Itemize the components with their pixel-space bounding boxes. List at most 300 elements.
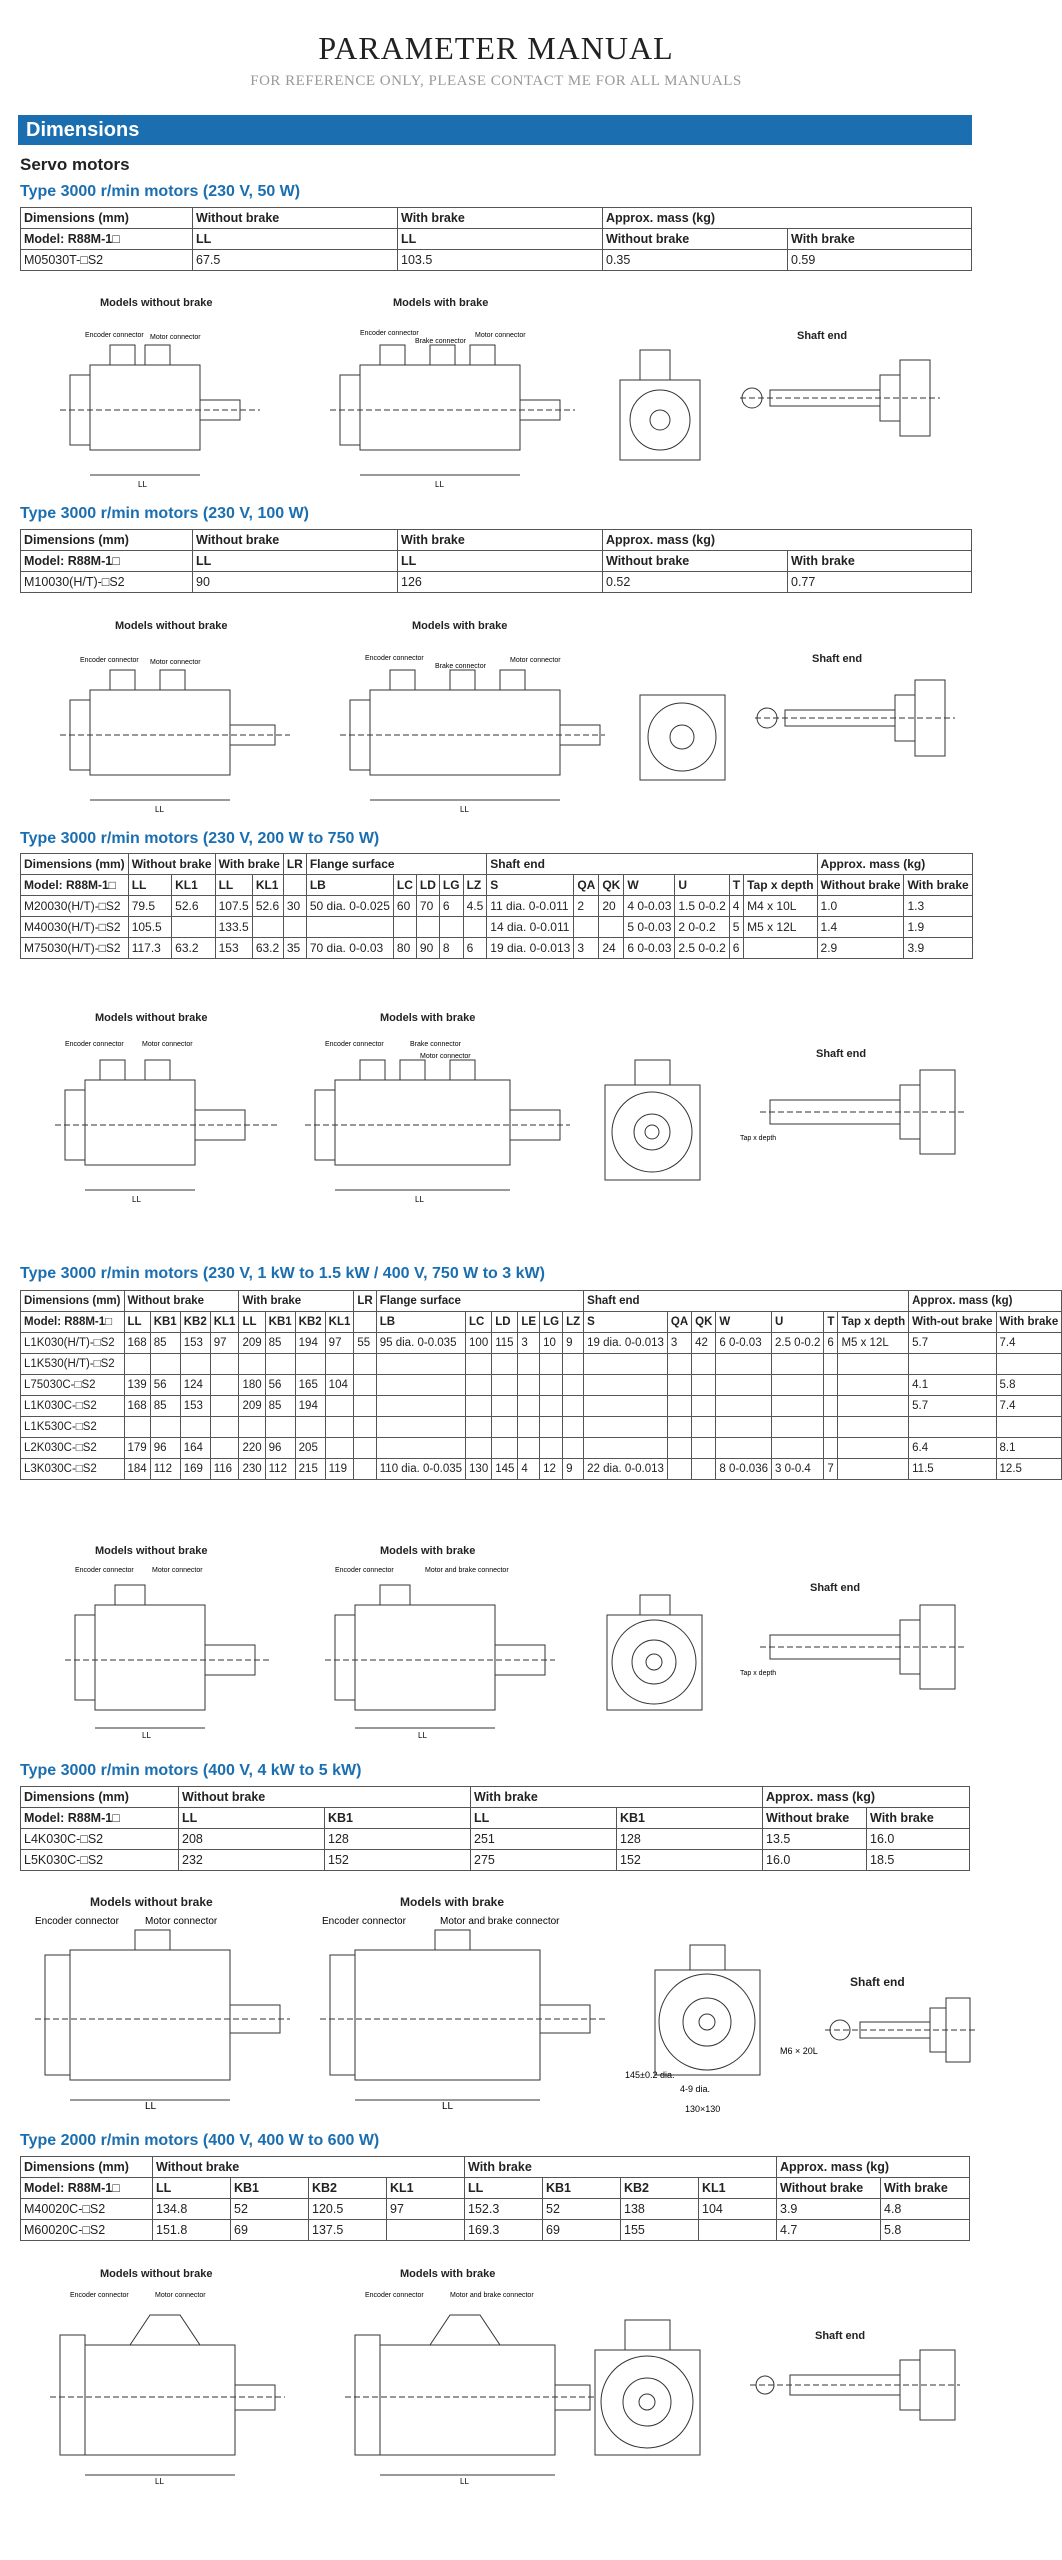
table-cell: 8 0-0.036: [716, 1459, 772, 1480]
table-header-cell: Approx. mass (kg): [817, 854, 972, 875]
table-header-cell: With brake: [398, 530, 603, 551]
table-header-cell: W: [716, 1312, 772, 1333]
table-cell: 19 dia. 0-0.013: [584, 1333, 668, 1354]
table-header-cell: Dimensions (mm): [21, 854, 129, 875]
table-cell: 112: [265, 1459, 295, 1480]
s5-drawing-front: [625, 1940, 775, 2120]
table-cell: [772, 1438, 824, 1459]
table-cell: [716, 1438, 772, 1459]
table-cell: 4: [518, 1459, 540, 1480]
table-cell: 128: [325, 1829, 471, 1850]
table-header-cell: KL1: [699, 2178, 777, 2199]
model-cell: L75030C-□S2: [21, 1375, 125, 1396]
table-cell: [252, 917, 283, 938]
table-header-cell: LL: [153, 2178, 231, 2199]
table-cell: [376, 1354, 465, 1375]
s3-drawing-with-brake: [300, 1030, 580, 1210]
table-cell: [540, 1375, 563, 1396]
table-header-cell: Without brake: [128, 854, 215, 875]
table-cell: 9: [563, 1333, 584, 1354]
table-cell: 4.5: [463, 896, 487, 917]
table-cell: 168: [124, 1333, 150, 1354]
table-cell: [772, 1375, 824, 1396]
table-cell: 179: [124, 1438, 150, 1459]
table-header-cell: LZ: [563, 1312, 584, 1333]
table-cell: 63.2: [172, 938, 215, 959]
table-cell: [492, 1375, 518, 1396]
table-cell: 3: [518, 1333, 540, 1354]
table-cell: [492, 1417, 518, 1438]
table-cell: 69: [543, 2220, 621, 2241]
s4-table: [20, 1290, 1062, 1480]
model-cell: M75030(H/T)-□S2: [21, 938, 129, 959]
table-cell: [584, 1438, 668, 1459]
table-header-cell: Tap x depth: [838, 1312, 909, 1333]
table-cell: [824, 1438, 838, 1459]
table-cell: 6: [729, 938, 743, 959]
table-cell: [466, 1375, 492, 1396]
table-cell: [466, 1438, 492, 1459]
table-cell: 22 dia. 0-0.013: [584, 1459, 668, 1480]
encoder-connector-label: Encoder connector: [80, 657, 139, 664]
s2-table: [20, 529, 972, 593]
s3-drawing-shaft-end: [740, 1060, 970, 1180]
table-cell: 3: [667, 1333, 691, 1354]
table-cell: [692, 1438, 716, 1459]
ll-label: LL: [155, 805, 164, 814]
table-header-cell: LD: [492, 1312, 518, 1333]
table-cell: 85: [265, 1396, 295, 1417]
table-cell: 0.52: [603, 572, 788, 593]
table-header-cell: Model: R88M-1□: [21, 551, 193, 572]
table-cell: [492, 1396, 518, 1417]
table-header-cell: LL: [193, 229, 398, 250]
table-cell: [996, 1417, 1062, 1438]
table-header-cell: Without brake: [603, 229, 788, 250]
table-cell: M4 x 10L: [744, 896, 817, 917]
s6-table: [20, 2156, 970, 2241]
motor-connector-label: Motor connector: [155, 2292, 206, 2299]
table-row: [21, 896, 973, 917]
table-cell: 2 0-0.2: [675, 917, 729, 938]
s6-heading: Type 2000 r/min motors (400 V, 400 W to 600 W): [20, 2132, 380, 2149]
table-cell: 124: [180, 1375, 210, 1396]
table-header-cell: Model: R88M-1□: [21, 875, 129, 896]
table-cell: 6 0-0.03: [624, 938, 675, 959]
dim-145-label: 145±0.2 dia.: [625, 2070, 675, 2080]
table-cell: [744, 938, 817, 959]
table-cell: [354, 1375, 376, 1396]
table-cell: [716, 1375, 772, 1396]
table-header-cell: With-out brake: [909, 1312, 996, 1333]
table-header-cell: Tap x depth: [744, 875, 817, 896]
table-cell: [584, 1396, 668, 1417]
table-cell: [824, 1396, 838, 1417]
table-cell: [354, 1354, 376, 1375]
table-cell: 7: [824, 1459, 838, 1480]
table-header-cell: KB1: [543, 2178, 621, 2199]
table-cell: 7.4: [996, 1396, 1062, 1417]
table-header-cell: LC: [466, 1312, 492, 1333]
dim-4-9-label: 4-9 dia.: [680, 2084, 711, 2094]
table-header-cell: LL: [193, 551, 398, 572]
section-banner: Dimensions: [18, 115, 972, 145]
s4-caption-shaft-end: Shaft end: [810, 1582, 861, 1594]
table-cell: [239, 1417, 265, 1438]
table-cell: 134.8: [153, 2199, 231, 2220]
table-cell: [692, 1354, 716, 1375]
table-cell: 209: [239, 1333, 265, 1354]
table-cell: 110 dia. 0-0.035: [376, 1459, 465, 1480]
table-row: [21, 1354, 1062, 1375]
s1-caption-without-brake: Models without brake: [100, 297, 213, 309]
table-cell: [466, 1417, 492, 1438]
motor-connector-label: Motor connector: [150, 334, 201, 341]
motor-connector-label: Motor connector: [150, 659, 201, 666]
s3-drawing-without-brake: [50, 1030, 290, 1210]
table-cell: [772, 1354, 824, 1375]
table-cell: [492, 1438, 518, 1459]
s5-drawing-with-brake: [310, 1910, 610, 2110]
table-header-cell: LL: [471, 1808, 617, 1829]
table-row: [21, 1417, 1062, 1438]
table-header-cell: T: [729, 875, 743, 896]
table-cell: [376, 1417, 465, 1438]
model-cell: L5K030C-□S2: [21, 1850, 179, 1871]
s5-heading: Type 3000 r/min motors (400 V, 4 kW to 5 kW): [20, 1762, 362, 1779]
brake-connector-label: Brake connector: [415, 338, 466, 345]
s6-caption-with-brake: Models with brake: [400, 2268, 496, 2280]
table-cell: 4.8: [881, 2199, 970, 2220]
table-cell: 3.9: [777, 2199, 881, 2220]
table-cell: 35: [283, 938, 306, 959]
table-cell: [692, 1459, 716, 1480]
s4-drawing-without-brake: [60, 1560, 280, 1740]
table-cell: 153: [180, 1396, 210, 1417]
encoder-connector-label: Encoder connector: [70, 2292, 129, 2299]
table-header-cell: Model: R88M-1□: [21, 2178, 153, 2199]
table-cell: 67.5: [193, 250, 398, 271]
s1-drawing-shaft-end: [730, 345, 950, 465]
table-cell: 168: [124, 1396, 150, 1417]
table-header-cell: Dimensions (mm): [21, 208, 193, 229]
table-cell: 12: [540, 1459, 563, 1480]
table-cell: [150, 1417, 180, 1438]
table-cell: [667, 1417, 691, 1438]
table-cell: [692, 1417, 716, 1438]
table-header-cell: KB1: [325, 1808, 471, 1829]
s4-heading: Type 3000 r/min motors (230 V, 1 kW to 1.5 kW / 400 V, 750 W to 3 kW): [20, 1265, 545, 1282]
table-cell: [210, 1354, 239, 1375]
table-cell: 117.3: [128, 938, 171, 959]
s4-caption-without-brake: Models without brake: [95, 1545, 208, 1557]
table-cell: M05030T-□S2: [21, 250, 193, 271]
motor-brake-connector-label: Motor and brake connector: [425, 1567, 509, 1574]
table-cell: 70 dia. 0-0.03: [306, 938, 393, 959]
table-cell: [387, 2220, 465, 2241]
table-header-cell: U: [675, 875, 729, 896]
table-header-cell: KL1: [210, 1312, 239, 1333]
table-cell: 12.5: [996, 1459, 1062, 1480]
table-cell: 169: [180, 1459, 210, 1480]
table-header-cell: Without brake: [179, 1787, 471, 1808]
table-cell: 1.3: [904, 896, 972, 917]
model-cell: M40030(H/T)-□S2: [21, 917, 129, 938]
table-header-cell: Without brake: [124, 1291, 239, 1312]
encoder-connector-label: Encoder connector: [365, 655, 424, 662]
table-cell: 6.4: [909, 1438, 996, 1459]
model-cell: L1K530(H/T)-□S2: [21, 1354, 125, 1375]
s3-caption-with-brake: Models with brake: [380, 1012, 476, 1024]
table-header-cell: KL1: [172, 875, 215, 896]
s2-drawing-without-brake: [50, 640, 300, 820]
table-cell: 112: [150, 1459, 180, 1480]
s3-caption-without-brake: Models without brake: [95, 1012, 208, 1024]
table-cell: 20: [599, 896, 624, 917]
table-header-cell: Without brake: [193, 530, 398, 551]
table-header-cell: [354, 1312, 376, 1333]
table-cell: 1.9: [904, 917, 972, 938]
table-row: [21, 1829, 970, 1850]
table-cell: [180, 1354, 210, 1375]
table-header-cell: LL: [215, 875, 252, 896]
s3-caption-shaft-end: Shaft end: [816, 1048, 867, 1060]
table-cell: 52.6: [252, 896, 283, 917]
motor-brake-connector-label: Motor and brake connector: [440, 1916, 560, 1927]
table-cell: [124, 1354, 150, 1375]
table-cell: 97: [387, 2199, 465, 2220]
table-cell: 56: [265, 1375, 295, 1396]
encoder-connector-label: Encoder connector: [322, 1916, 406, 1927]
model-cell: L2K030C-□S2: [21, 1438, 125, 1459]
table-cell: 11.5: [909, 1459, 996, 1480]
table-header-cell: With brake: [398, 208, 603, 229]
s3-drawing-front: [595, 1045, 715, 1205]
table-cell: 4: [729, 896, 743, 917]
table-cell: 8: [439, 938, 463, 959]
table-cell: [563, 1438, 584, 1459]
table-cell: 230: [239, 1459, 265, 1480]
table-cell: [416, 917, 439, 938]
table-header-cell: Dimensions (mm): [21, 1787, 179, 1808]
table-cell: 85: [150, 1396, 180, 1417]
table-header-cell: KB2: [309, 2178, 387, 2199]
table-cell: 8.1: [996, 1438, 1062, 1459]
table-cell: [692, 1396, 716, 1417]
table-cell: 6 0-0.03: [716, 1333, 772, 1354]
table-header-cell: KL1: [252, 875, 283, 896]
s5-drawing-without-brake: [25, 1910, 295, 2110]
table-cell: 5 0-0.03: [624, 917, 675, 938]
table-cell: 52: [231, 2199, 309, 2220]
table-cell: 105.5: [128, 917, 171, 938]
table-cell: 85: [150, 1333, 180, 1354]
table-header-cell: Shaft end: [584, 1291, 909, 1312]
table-header-cell: LR: [354, 1291, 376, 1312]
table-cell: 137.5: [309, 2220, 387, 2241]
table-header-cell: LG: [540, 1312, 563, 1333]
table-cell: [563, 1396, 584, 1417]
table-cell: 169.3: [465, 2220, 543, 2241]
table-cell: 4 0-0.03: [624, 896, 675, 917]
table-cell: [354, 1417, 376, 1438]
table-cell: 164: [180, 1438, 210, 1459]
table-cell: 56: [150, 1375, 180, 1396]
table-cell: [518, 1375, 540, 1396]
table-cell: 42: [692, 1333, 716, 1354]
s1-drawing-with-brake: [320, 315, 580, 495]
table-header-cell: Without brake: [603, 551, 788, 572]
table-cell: 128: [617, 1829, 763, 1850]
table-header-cell: Without brake: [193, 208, 398, 229]
table-cell: 126: [398, 572, 603, 593]
table-header-cell: With brake: [904, 875, 972, 896]
encoder-connector-label: Encoder connector: [85, 332, 144, 339]
table-cell: M5 x 12L: [744, 917, 817, 938]
encoder-connector-label: Encoder connector: [335, 1567, 394, 1574]
model-cell: M20030(H/T)-□S2: [21, 896, 129, 917]
table-cell: 104: [325, 1375, 354, 1396]
table-cell: 184: [124, 1459, 150, 1480]
brake-connector-label: Brake connector: [435, 663, 486, 670]
table-cell: 9: [563, 1459, 584, 1480]
table-cell: [563, 1375, 584, 1396]
table-cell: 120.5: [309, 2199, 387, 2220]
table-header-cell: Model: R88M-1□: [21, 1312, 125, 1333]
table-cell: [463, 917, 487, 938]
table-cell: 6: [824, 1333, 838, 1354]
table-cell: [699, 2220, 777, 2241]
table-header-cell: LB: [376, 1312, 465, 1333]
table-cell: 5.8: [881, 2220, 970, 2241]
table-cell: [824, 1375, 838, 1396]
table-cell: [325, 1396, 354, 1417]
table-cell: 55: [354, 1333, 376, 1354]
table-cell: [584, 1375, 668, 1396]
table-cell: 90: [193, 572, 398, 593]
table-header-cell: Flange surface: [306, 854, 486, 875]
table-cell: 30: [283, 896, 306, 917]
table-header-cell: With brake: [465, 2157, 777, 2178]
table-cell: 96: [150, 1438, 180, 1459]
table-cell: M5 x 12L: [838, 1333, 909, 1354]
encoder-connector-label: Encoder connector: [75, 1567, 134, 1574]
table-cell: 208: [179, 1829, 325, 1850]
table-cell: 97: [325, 1333, 354, 1354]
table-cell: [518, 1417, 540, 1438]
s2-heading: Type 3000 r/min motors (230 V, 100 W): [20, 505, 310, 522]
table-header-cell: QK: [692, 1312, 716, 1333]
table-header-cell: LL: [128, 875, 171, 896]
ll-label: LL: [435, 480, 444, 489]
table-cell: 100: [466, 1333, 492, 1354]
table-header-cell: With brake: [471, 1787, 763, 1808]
table-cell: [325, 1354, 354, 1375]
table-cell: [150, 1354, 180, 1375]
table-cell: [376, 1438, 465, 1459]
table-cell: 220: [239, 1438, 265, 1459]
table-cell: [239, 1354, 265, 1375]
page-header: [0, 30, 992, 90]
table-cell: 153: [180, 1333, 210, 1354]
s3-table: [20, 853, 973, 959]
s2-caption-with-brake: Models with brake: [412, 620, 508, 632]
table-cell: [439, 917, 463, 938]
table-cell: [325, 1438, 354, 1459]
table-cell: [540, 1396, 563, 1417]
tap-depth-label: Tap x depth: [740, 1670, 777, 1677]
table-row: [21, 1375, 1062, 1396]
s6-drawing-without-brake: [40, 2285, 290, 2485]
s2-drawing-shaft-end: [745, 665, 965, 785]
table-cell: [574, 917, 599, 938]
table-cell: [210, 1375, 239, 1396]
s6-drawing-shaft-end: [740, 2345, 965, 2455]
table-cell: [716, 1396, 772, 1417]
s3-heading: Type 3000 r/min motors (230 V, 200 W to 750 W): [20, 830, 380, 847]
table-row: [21, 938, 973, 959]
table-header-cell: With brake: [239, 1291, 354, 1312]
table-cell: 2.5 0-0.2: [772, 1333, 824, 1354]
table-cell: [124, 1417, 150, 1438]
table-header-cell: LL: [465, 2178, 543, 2199]
table-cell: 155: [621, 2220, 699, 2241]
table-cell: 138: [621, 2199, 699, 2220]
table-row: [21, 1333, 1062, 1354]
table-cell: 152: [325, 1850, 471, 1871]
table-cell: [518, 1354, 540, 1375]
table-cell: [909, 1354, 996, 1375]
table-header-cell: KB1: [617, 1808, 763, 1829]
table-cell: [393, 917, 416, 938]
table-cell: 50 dia. 0-0.025: [306, 896, 393, 917]
table-cell: [518, 1438, 540, 1459]
table-header-cell: U: [772, 1312, 824, 1333]
table-cell: [838, 1354, 909, 1375]
table-header-cell: KB1: [150, 1312, 180, 1333]
table-cell: 194: [295, 1396, 325, 1417]
table-header-cell: S: [584, 1312, 668, 1333]
table-cell: [838, 1396, 909, 1417]
table-header-cell: KL1: [387, 2178, 465, 2199]
table-cell: 104: [699, 2199, 777, 2220]
table-cell: 139: [124, 1375, 150, 1396]
table-header-cell: QA: [667, 1312, 691, 1333]
table-cell: [540, 1438, 563, 1459]
table-cell: 5: [729, 917, 743, 938]
s4-drawing-shaft-end: [740, 1595, 970, 1715]
table-cell: [692, 1375, 716, 1396]
table-cell: 14 dia. 0-0.011: [487, 917, 574, 938]
table-cell: 95 dia. 0-0.035: [376, 1333, 465, 1354]
s5-table: [20, 1786, 970, 1871]
table-cell: [667, 1375, 691, 1396]
subsection-title: Servo motors: [20, 155, 130, 174]
table-cell: [283, 917, 306, 938]
table-cell: [265, 1417, 295, 1438]
model-cell: L1K530C-□S2: [21, 1417, 125, 1438]
table-cell: 2: [574, 896, 599, 917]
table-header-cell: Model: R88M-1□: [21, 1808, 179, 1829]
table-header-cell: Dimensions (mm): [21, 530, 193, 551]
table-cell: 10: [540, 1333, 563, 1354]
table-header-cell: Approx. mass (kg): [909, 1291, 1062, 1312]
table-cell: 215: [295, 1459, 325, 1480]
motor-connector-label: Motor connector: [145, 1916, 218, 1927]
table-cell: 0.77: [788, 572, 972, 593]
s5-drawing-shaft-end: [780, 1990, 980, 2100]
table-cell: 69: [231, 2220, 309, 2241]
